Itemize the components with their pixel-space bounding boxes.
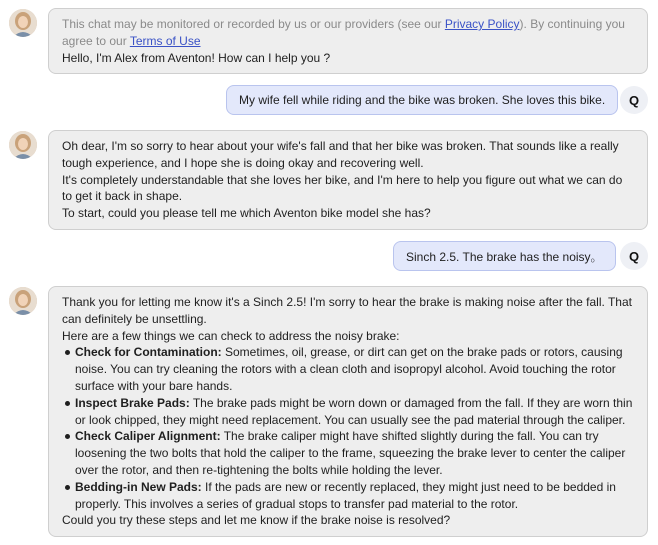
list-item	[62, 395, 635, 429]
privacy-disclaimer: This chat may be monitored or recorded by us or our providers (see our Privacy Policy). By continuing you agree to our Terms of Use	[62, 17, 625, 48]
list-item	[62, 344, 635, 394]
message-paragraph: Thank you for letting me know it's a Sinch 2.5! I'm sorry to hear the brake is making noise after the fall. That can definitely be unsettling.	[62, 295, 632, 326]
tip-text: Sometimes, oil, grease, or dirt can get on the brake pads or rotors, causing noise. You can try cleaning the rotors with a clean cloth and isopropyl alcohol. Avoid touching the rotor surface with your bare hands.	[75, 345, 623, 393]
assistant-message	[48, 286, 648, 537]
message-paragraph: To start, could you please tell me which Aventon bike model she has?	[62, 206, 431, 221]
assistant-message	[48, 130, 648, 230]
list-item	[62, 479, 635, 513]
tip-text: The brake pads might be worn down or damaged from the fall. If they are worn thin or look chipped, they might need replacement. You can usually see the pad material through the caliper.	[75, 395, 633, 427]
terms-of-use-link[interactable]: Terms of Use	[129, 33, 201, 48]
tip-title: Inspect Brake Pads:	[75, 395, 190, 410]
user-message-text: Sinch 2.5. The brake has the noisy。	[406, 249, 603, 264]
user-message	[226, 85, 618, 115]
assistant-avatar	[9, 287, 37, 315]
tips-list	[62, 344, 635, 512]
assistant-avatar	[9, 131, 37, 159]
tip-title: Check for Contamination:	[75, 345, 222, 360]
user-message-text: My wife fell while riding and the bike was broken. She loves this bike.	[239, 93, 606, 107]
tip-text: The brake caliper might have shifted slightly during the fall. You can try loosening the two bolts that hold the caliper to the frame, squeezing the brake lever to center the caliper over the rotor, and then re-tightening the bolts while holding the lever.	[75, 429, 626, 477]
tip-title: Check Caliper Alignment:	[75, 429, 221, 444]
message-paragraph: Oh dear, I'm so sorry to hear about your wife's fall and that her bike was broken. That sounds like a really tough experience, and I hope she is doing okay and recovering well.	[62, 139, 619, 170]
tip-title: Bedding-in New Pads:	[75, 479, 202, 494]
user-avatar: Q	[620, 242, 648, 270]
message-paragraph: It's completely understandable that she loves her bike, and I'm here to help you figure out what we can do to get it back in shape.	[62, 172, 623, 204]
user-message	[393, 241, 616, 271]
assistant-avatar	[9, 9, 37, 37]
message-paragraph: Here are a few things we can check to address the noisy brake:	[62, 328, 400, 343]
message-paragraph: Could you try these steps and let me know if the brake noise is resolved?	[62, 513, 451, 528]
tip-text: If the pads are new or recently replaced, they might just need to be bedded in properly. This involves a series of gradual stops to transfer pad material to the rotor.	[75, 479, 616, 511]
user-avatar: Q	[620, 86, 648, 114]
privacy-policy-link[interactable]: Privacy Policy	[444, 17, 520, 31]
list-item	[62, 428, 635, 478]
assistant-message-greeting	[48, 8, 648, 74]
greeting-text: Hello, I'm Alex from Aventon! How can I help you ?	[62, 50, 331, 65]
